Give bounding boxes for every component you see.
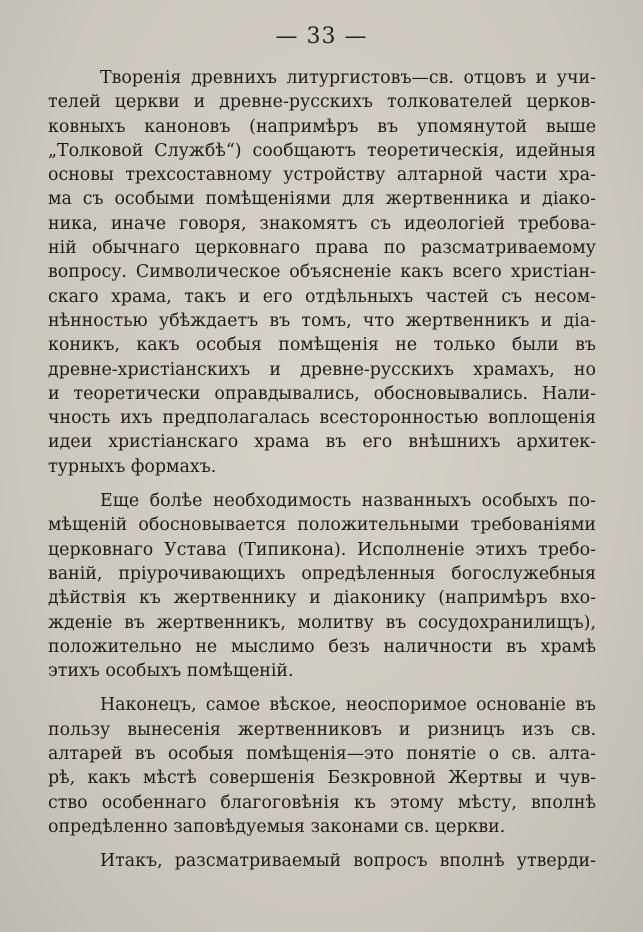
- text-line: основы трехсоставному устройству алтарной части хра-: [48, 165, 596, 186]
- text-line: телей церкви и древне-русскихъ толкователей церков-: [48, 92, 596, 113]
- text-line: чность ихъ предполагалась всесторонностью воплощенія: [48, 408, 596, 429]
- text-line: пользу вынесенія жертвенниковъ и ризницъ изъ св.: [48, 719, 596, 740]
- text-line: Наконецъ, самое вѣское, неоспоримое основаніе въ: [100, 695, 596, 716]
- body-text: [48, 66, 596, 874]
- text-line: вопросу. Символическое объясненіе какъ всего христіан-: [48, 262, 596, 283]
- text-line: турныхъ формахъ.: [48, 456, 217, 477]
- text-line: нѣнностью убѣждаетъ въ томъ, что жертвенникъ и діа-: [48, 310, 596, 331]
- paragraph-1: [48, 66, 596, 479]
- text-line: ковныхъ каноновъ (напримѣръ въ упомянутой выше: [48, 116, 596, 137]
- text-line: ній обычнаго церковнаго права по разсматриваемому: [48, 238, 596, 259]
- text-line: и теоретически оправдывались, обосновывались. Нали-: [48, 383, 596, 404]
- text-line: этихъ особыхъ помѣщеній.: [48, 661, 294, 682]
- paragraph-gap: [48, 479, 596, 489]
- text-line: алтарей въ особыя помѣщенія—это понятіе о св. алта-: [48, 744, 596, 765]
- text-line: положительно не мыслимо безъ наличности въ храмѣ: [48, 636, 596, 657]
- text-line: рѣ, какъ мѣстѣ совершенія Безкровной Жертвы и чув-: [48, 768, 596, 789]
- text-line: древне-христіанскихъ и древне-русскихъ храмахъ, но: [48, 359, 596, 380]
- paragraph-gap: [48, 683, 596, 693]
- text-line: церковнаго Устава (Типикона). Исполненіе этихъ требо-: [48, 539, 596, 560]
- text-line: Еще болѣе необходимость названныхъ особыхъ по-: [100, 491, 596, 512]
- text-line: Творенія древнихъ литургистовъ—св. отцовъ и учи-: [100, 68, 596, 88]
- paragraph-3: [48, 693, 596, 839]
- text-line: коникъ, какъ особыя помѣщенія не только были въ: [48, 335, 596, 356]
- text-line: мѣщеній обосновывается положительными требованіями: [48, 515, 596, 536]
- text-line: скаго храма, такъ и его отдѣльныхъ частей съ несом-: [48, 286, 596, 307]
- text-line: идеи христіанскаго храма въ его внѣшнихъ архитек-: [48, 432, 596, 453]
- text-line: „Толковой Службѣ“) сообщаютъ теоретическія, идейныя: [48, 140, 596, 161]
- text-line: ника, иначе говоря, знакомятъ съ идеологіей требова-: [48, 213, 596, 234]
- paragraph-2: [48, 489, 596, 683]
- paragraph-gap: [48, 839, 596, 849]
- text-line: жденіе въ жертвенникъ, молитву въ сосудохранилищъ),: [48, 612, 596, 633]
- text-line: ство особеннаго благоговѣнія къ этому мѣсту, вполнѣ: [48, 792, 596, 813]
- text-line: опредѣленно заповѣдуемыя законами св. церкви.: [48, 816, 506, 837]
- paragraph-4: [48, 849, 596, 873]
- text-line: ваній, пріурочивающихъ опредѣленныя богослужебныя: [48, 563, 596, 584]
- text-line: ма съ особыми помѣщеніями для жертвенника и діако-: [48, 189, 596, 210]
- text-line: Итакъ, разсматриваемый вопросъ вполнѣ утверди-: [100, 851, 596, 872]
- page-number: — 33 —: [275, 24, 368, 49]
- text-line: дѣйствія къ жертвеннику и діаконику (напримѣръ вхо-: [48, 588, 596, 609]
